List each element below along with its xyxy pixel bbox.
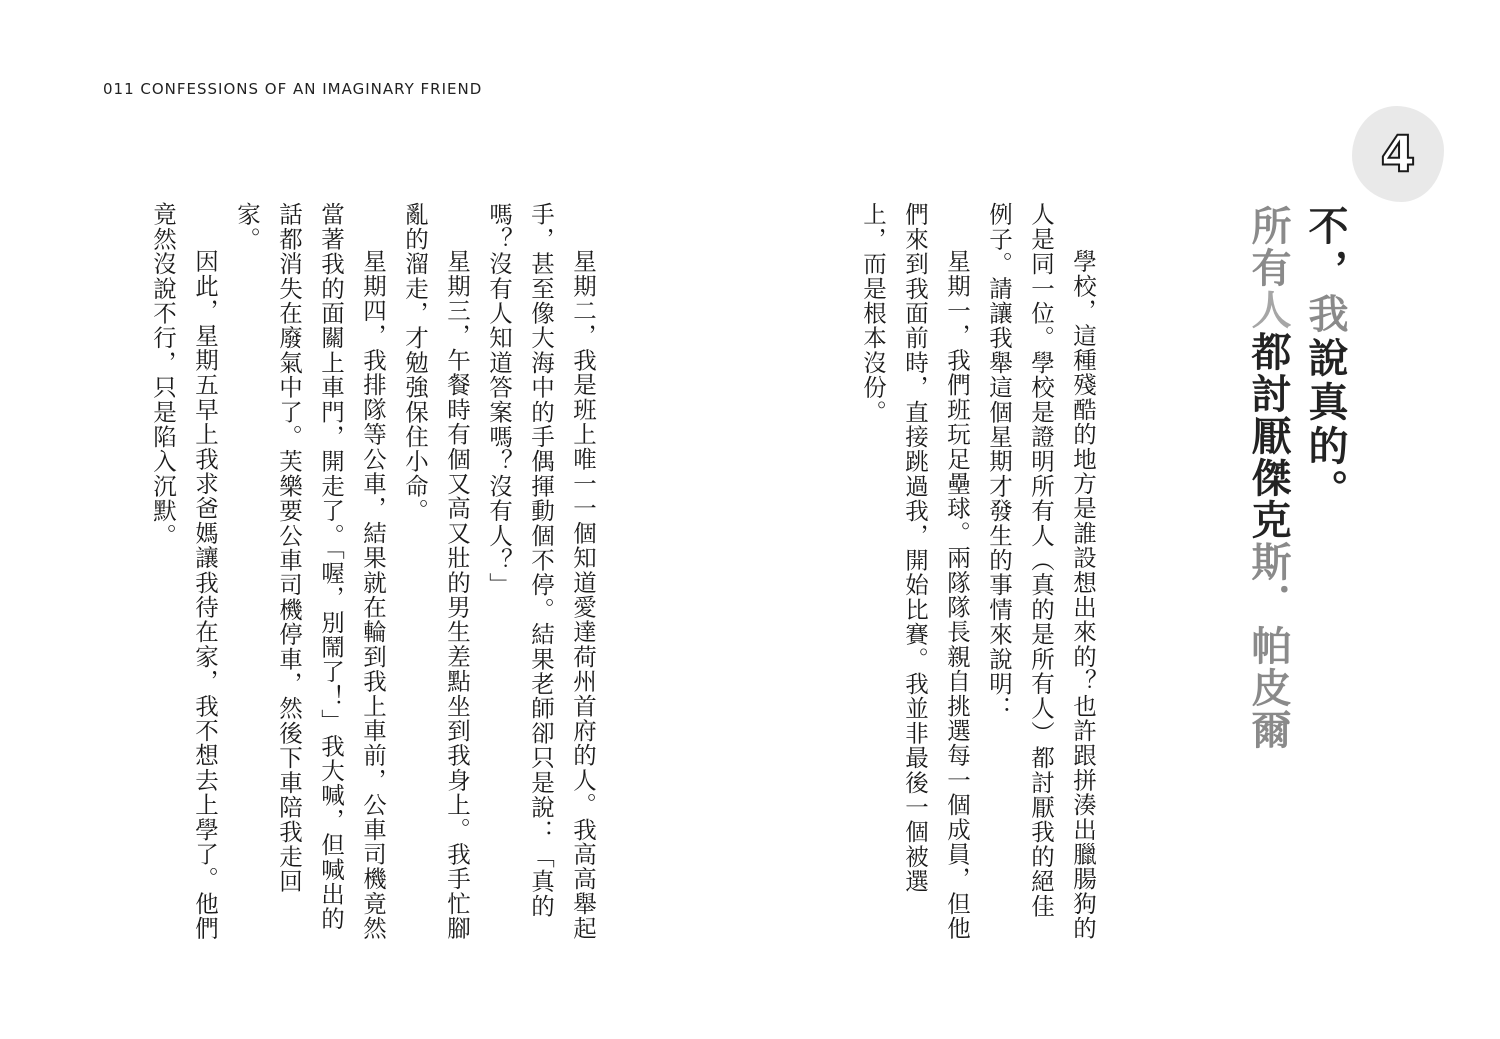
title-segment: 所有 <box>1245 205 1291 289</box>
paragraph: 星期三，午餐時有個又高又壯的男生差點坐到我身上。我手忙腳亂的溜走，才勉強保住小命。 <box>401 202 471 941</box>
chapter-number: 4 <box>1380 125 1416 183</box>
paragraph: 星期四，我排隊等公車，結果就在輪到我上車前，公車司機竟然當著我的面關上車門，開走了。「喔，別鬧了！」我大喊，但喊出的話都消失在廢氣中了。芙樂要公車司機停車，然後下車陪我走回家。 <box>233 202 387 941</box>
title-segment: 不， <box>1302 205 1348 293</box>
title-segment: 斯．帕皮爾 <box>1245 541 1291 751</box>
chapter-title-line-2 <box>1245 205 1291 751</box>
paragraph: 星期二，我是班上唯一一個知道愛達荷州首府的人。我高高舉起手，甚至像大海中的手偶揮動個不停。結果老師卻只是說：「真的嗎？沒有人知道答案嗎？沒有人？」 <box>485 202 597 941</box>
chapter-title-line-1 <box>1302 205 1348 513</box>
body-text-section-2 <box>142 202 604 942</box>
paragraph: 因此，星期五早上我求爸媽讓我待在家，我不想去上學了。他們竟然沒說不行，只是陷入沉默。 <box>149 202 219 941</box>
running-header: 011 CONFESSIONS OF AN IMAGINARY FRIEND <box>103 80 483 98</box>
paragraph: 星期一，我們班玩足壘球。兩隊隊長親自挑選每一個成員，但他們來到我面前時，直接跳過我，開始比賽。我並非最後一個被選上，而是根本沒份。 <box>859 202 971 941</box>
title-segment: 人 <box>1245 289 1291 331</box>
body-text-section-1 <box>852 202 1104 942</box>
title-segment: 都討厭傑克 <box>1245 331 1291 541</box>
paragraph: 學校，這種殘酷的地方是誰設想出來的？也許跟拼湊出臘腸狗的人是同一位。學校是證明所有人（真的是所有人）都討厭我的絕佳例子。請讓我舉這個星期才發生的事情來說明： <box>985 202 1097 941</box>
title-segment: 我 <box>1302 293 1348 337</box>
chapter-number-badge <box>1352 106 1444 202</box>
title-segment: 說真的。 <box>1302 337 1348 513</box>
